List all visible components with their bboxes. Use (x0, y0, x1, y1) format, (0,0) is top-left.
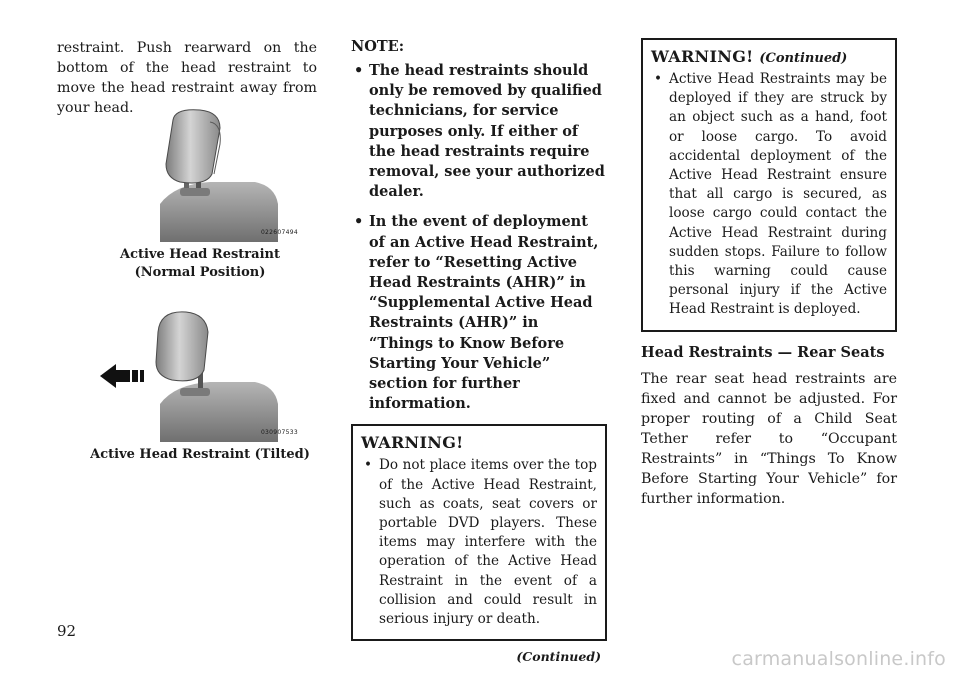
continued-label: (Continued) (516, 649, 601, 665)
page-number: 92 (57, 622, 77, 640)
warning-box-continued (641, 38, 897, 332)
bullet-icon: • (364, 457, 373, 474)
section-paragraph: The rear seat head restraints are fixed and cannot be adjusted. For proper routing of a Child Seat Tether refer to “Occupant Restraints” in “Things To Know Before Starting Your Vehicle” for further information. (641, 370, 897, 507)
figure-tilted-position (80, 304, 320, 464)
bullet-icon: • (354, 213, 364, 231)
note-item (351, 212, 607, 414)
warning-item (361, 456, 597, 629)
head-restraint-tilted-illustration (80, 304, 320, 442)
watermark: carmanualsonline.info (731, 648, 946, 670)
bullet-icon: • (354, 62, 364, 79)
head-restraint-normal-image (80, 104, 320, 242)
caption-line: (Normal Position) (134, 265, 266, 280)
note-item-text: In the event of deployment of an Active Head Restraint, refer to “Resetting Active Head Restraints (AHR)” in “Supplemental Active Head Restraints (AHR)” in “Things to Know Before Starting Your Vehicle” section for further information. (369, 213, 599, 413)
note-item-text: The head restraints should only be removed by qualified technicians, for service purposes only. If either of the head restraints require removal, see your authorized dealer. (369, 62, 605, 201)
figure-normal-position (80, 104, 320, 282)
head-restraint-tilted-image (80, 304, 320, 442)
note-item (351, 61, 607, 202)
figure-code: 022607494 (260, 229, 298, 236)
intro-paragraph: restraint. Push rearward on the bottom of the head restraint to move the head restraint away from your head. (57, 40, 317, 116)
warning-box (351, 424, 607, 641)
warning-item-text: Do not place items over the top of the Active Head Restraint, such as coats, seat covers or portable DVD players. These items may interfere with the operation of the Active Head Restraint in the event of a collision and could result in serious injury or death. (379, 457, 597, 628)
head-restraint-normal-illustration (80, 104, 320, 242)
warning-continued-label: (Continued) (759, 51, 848, 66)
section-heading: Head Restraints — Rear Seats (641, 343, 885, 361)
note-list (351, 61, 607, 414)
warning-title-text: WARNING! (651, 47, 754, 66)
figure-code: 030907533 (260, 429, 298, 436)
figure-caption (80, 246, 320, 282)
figure-caption: Active Head Restraint (Tilted) (90, 447, 310, 462)
warning-list (651, 70, 887, 320)
warning-title: WARNING! (361, 433, 464, 453)
warning-item-text: Active Head Restraints may be deployed if they are struck by an object such as a hand, foot or loose cargo. To avoid accidental deployment of the Active Head Restraint ensure that all cargo is secured, as loose cargo could contact the Active Head Restraint during sudden stops. Failure to follow this warning could cause personal injury if the Active Head Restraint is deployed. (669, 71, 887, 318)
middle-column (351, 38, 607, 664)
arrow-left-icon (100, 364, 144, 388)
right-column (641, 38, 897, 509)
note-title: NOTE: (351, 38, 405, 55)
warning-list (361, 456, 597, 629)
warning-item (651, 70, 887, 320)
warning-title (651, 47, 887, 66)
caption-line: Active Head Restraint (120, 247, 280, 262)
bullet-icon: • (654, 71, 663, 87)
